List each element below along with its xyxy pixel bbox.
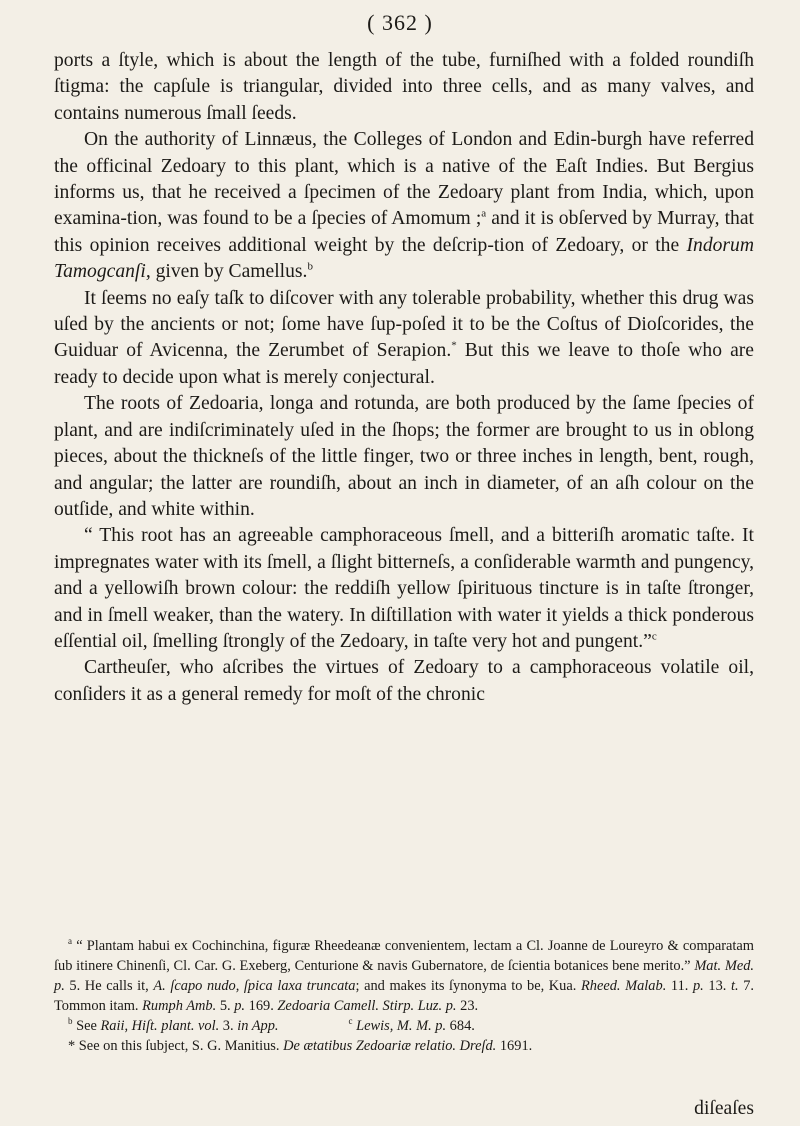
footnote-ref-b: b (307, 260, 313, 273)
paragraph-6: Cartheuſer, who aſcribes the virtues of Zedoary to a camphoraceous volatile oil, conſiders it as a general remedy for moſt of the chronic (54, 657, 754, 705)
paragraph-5: “ This root has an agreeable camphoraceous ſmell, and a bitteriſh aromatic taſte. It impregnates water with its ſmell, a ſlight bitterneſs, a conſiderable warmth and pungency, and a yellowiſh brown colour: the reddiſh yellow ſpirituous tincture is in taſte ſtronger, and in ſmell weaker, than the watery. In diſtillation with water it yields a thick ponderous eſſential oil, ſmelling ſtrongly of the Zedoary, in taſte very hot and pungent.”$^c$ (54, 525, 754, 652)
footnote-ref-c: c (651, 630, 657, 643)
footnote-ref-star: * (451, 339, 457, 352)
body-text (54, 48, 754, 708)
footnotes (54, 936, 754, 1056)
paragraph-4: The roots of Zedoaria, longa and rotunda, are both produced by the ſame ſpecies of plant, and are indiſcriminately uſed in the ſhops; the former are brought to us in oblong pieces, about the thickneſs of the little finger, two or three inches in length, bent, rough, and angular; the latter are roundiſh, about an inch in diameter, of an aſh colour on the outſide, and white within. (54, 393, 754, 520)
paragraph-3: It ſeems no eaſy taſk to diſcover with any tolerable probability, whether this drug was uſed by the ancients or not; ſome have ſup-poſed it to be the Coſtus of Dioſcorides, the Guiduar of Avicenna, the Zerumbet of Serapion.* But this we leave to thoſe who are ready to decide upon what is merely conjectural. (54, 287, 754, 388)
footnote-b-c: $^b$ See Raii, Hiſt. plant. vol. 3. in App. $^c$ Lewis, M. M. p. 684. (68, 1016, 475, 1034)
paragraph-1: ports a ſtyle, which is about the length of the tube, furniſhed with a folded roundiſh ſtigma: the capſule is triangular, divided into three cells, and as many valves, and contains numerous ſmall ſeeds. (54, 50, 754, 124)
catchword: diſeaſes (694, 1098, 754, 1119)
paragraph-2: On the authority of Linnæus, the Colleges of London and Edin-burgh have referred the officinal Zedoary to this plant, which is a native of the Eaſt Indies. But Bergius informs us, that he received a ſpecimen of the Zedoary plant from India, which, upon examina-tion, was found to be a ſpecies of Amomum ;$^a$ and it is obſerved by Murray, that this opinion receives additional weight by the deſcrip-tion of Zedoary, or the Indorum Tamogcanſi, given by Camellus.$^b$ (54, 129, 754, 283)
footnote-ref-a: a (481, 207, 487, 220)
footnote-a: $^a$ “ Plantam habui ex Cochinchina, figuræ Rheedeanæ convenientem, lectam a Cl. Joanne de Loureyro & comparatam ſub itinere Chinenſi, Cl. Car. G. Exeberg, Centurione & navis Gubernatore, de ſcientia botanices bene merito.” Mat. Med. p. 5. He calls it, A. ſcapo nudo, ſpica laxa truncata; and makes its ſynonyma to be, Kua. Rheed. Malab. 11. p. 13. t. 7. Tommon itam. Rumph Amb. 5. p. 169. Zedoaria Camell. Stirp. Luz. p. 23. (54, 936, 755, 1014)
footnote-star: * See on this ſubject, S. G. Manitius. De ætatibus Zedoariæ relatio. Dreſd. 1691. (68, 1038, 533, 1054)
page-number: ( 362 ) (367, 10, 433, 35)
